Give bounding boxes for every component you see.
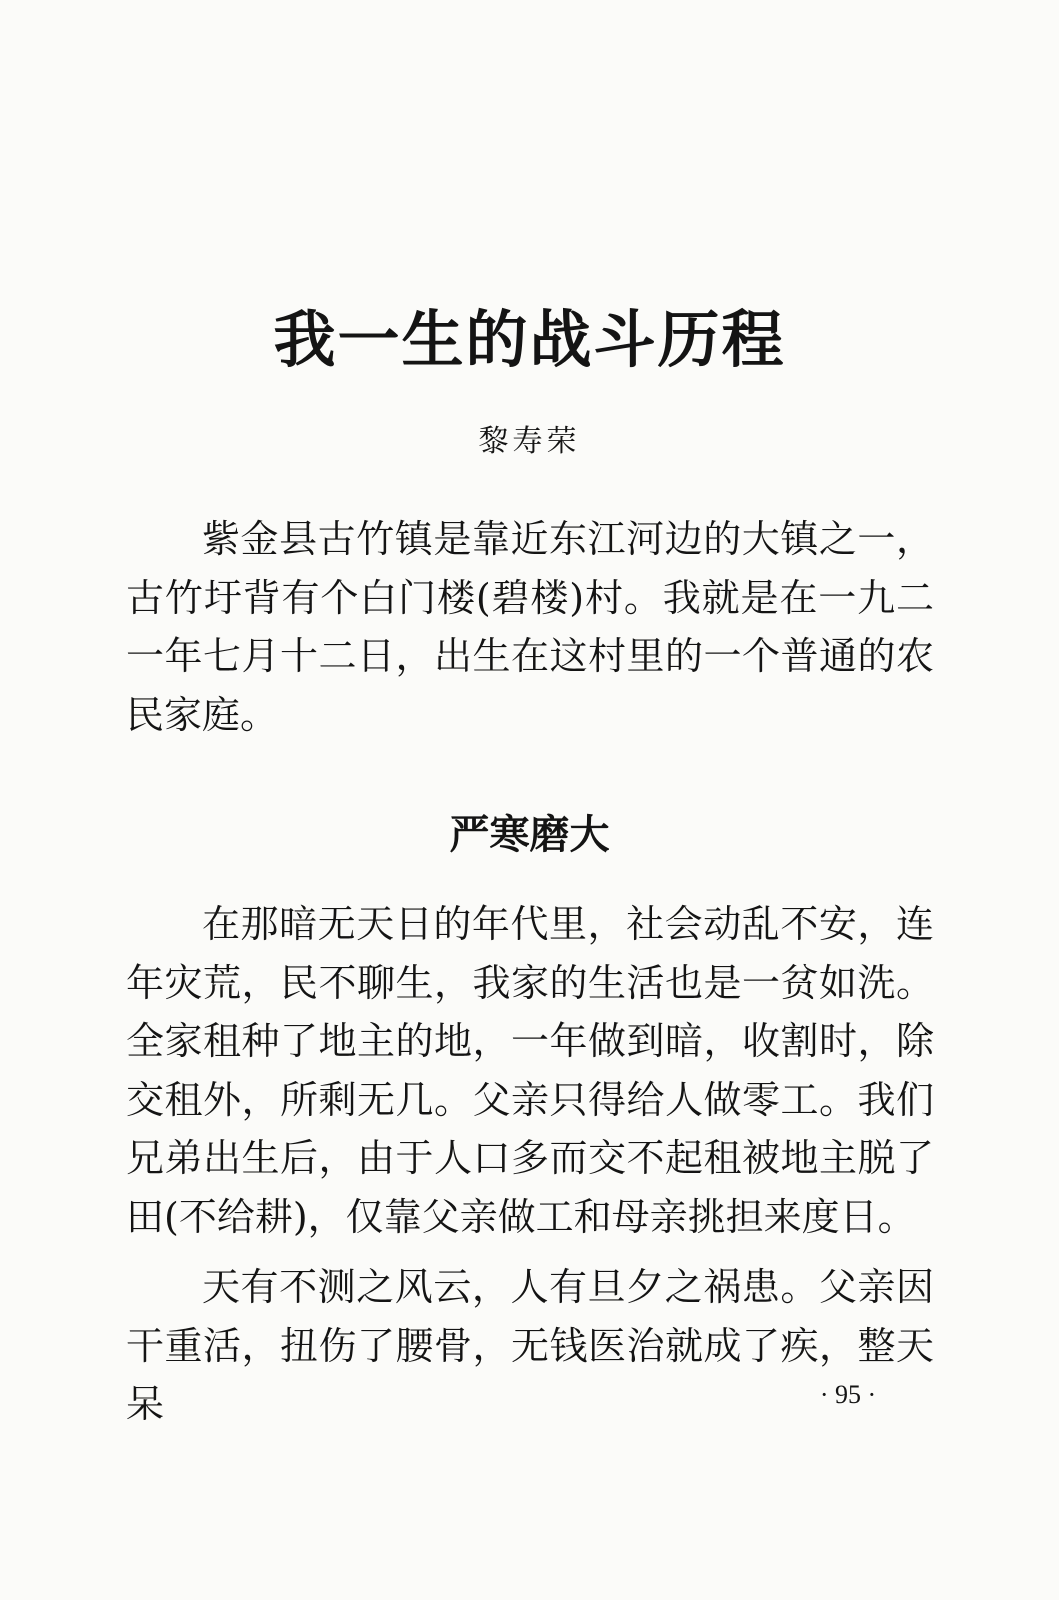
body-paragraph: 在那暗无天日的年代里，社会动乱不安，连年灾荒，民不聊生，我家的生活也是一贫如洗。全家租种了地主的地，一年做到暗，收割时，除交租外，所剩无几。父亲只得给人做零工。我们兄弟出生后，由于人口多而交不起租被地主脱了田(不给耕)，仅靠父亲做工和母亲挑担来度日。 xyxy=(126,902,934,1239)
body-paragraph: 天有不测之风云，人有旦夕之祸患。父亲因干重活，扭伤了腰骨，无钱医治就成了疾，整天呆 xyxy=(126,1265,934,1426)
article-title: 我一生的战斗历程 xyxy=(273,303,786,376)
section-heading: 严寒磨大 xyxy=(449,812,610,858)
author-name: 黎寿荣 xyxy=(478,424,581,459)
page-number: · 95 · xyxy=(819,1380,877,1409)
intro-paragraph: 紫金县古竹镇是靠近东江河边的大镇之一，古竹圩背有个白门楼(碧楼)村。我就是在一九二一年七月十二日，出生在这村里的一个普通的农民家庭。 xyxy=(126,517,934,737)
